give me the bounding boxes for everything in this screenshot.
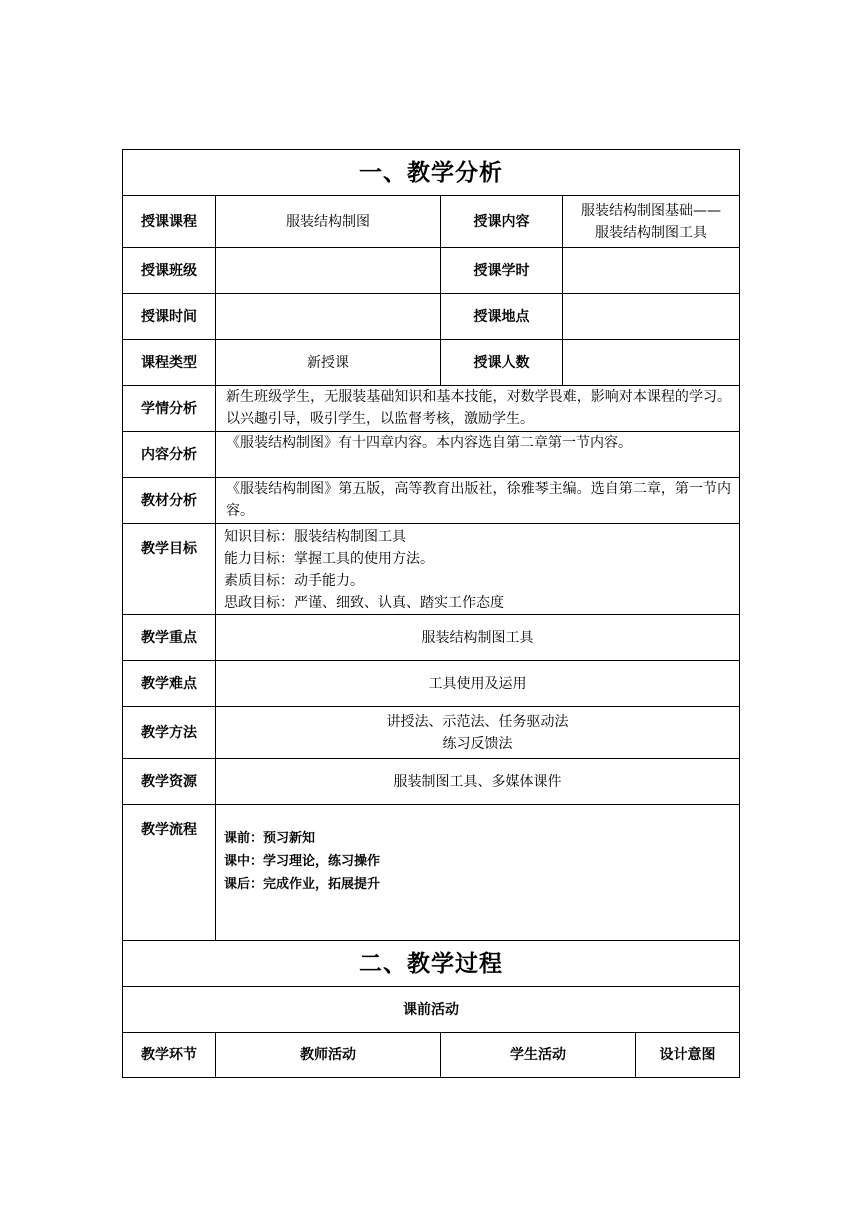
- pre-class-activity-heading: 课前活动: [123, 987, 740, 1033]
- process-step-after: 课后：完成作业，拓展提升: [224, 877, 381, 892]
- content-analysis-label: 内容分析: [123, 432, 216, 478]
- objectives-list: [216, 524, 740, 615]
- objective-ideology: 思政目标：严谨、细致、认真、踏实工作态度: [224, 595, 504, 611]
- header-student-activity: 学生活动: [441, 1033, 636, 1078]
- textbook-analysis-label: 教材分析: [123, 478, 216, 524]
- content-value: [563, 196, 740, 248]
- course-value: 服装结构制图: [216, 196, 441, 248]
- type-label: 课程类型: [123, 340, 216, 386]
- methods-label: 教学方法: [123, 707, 216, 759]
- student-analysis-text: 新生班级学生，无服装基础知识和基本技能，对数学畏难，影响对本课程的学习。以兴趣引导，吸引学生，以监督考核，激励学生。: [216, 386, 740, 432]
- resources-value: 服装制图工具、多媒体课件: [216, 759, 740, 805]
- key-points-label: 教学重点: [123, 615, 216, 661]
- difficulties-value: 工具使用及运用: [216, 661, 740, 707]
- count-label: 授课人数: [441, 340, 563, 386]
- hours-label: 授课学时: [441, 248, 563, 294]
- methods-value: [216, 707, 740, 759]
- content-label: 授课内容: [441, 196, 563, 248]
- class-value: [216, 248, 441, 294]
- class-label: 授课班级: [123, 248, 216, 294]
- section-title-process: 二、教学过程: [123, 941, 740, 987]
- objective-knowledge: 知识目标：服装结构制图工具: [224, 529, 406, 545]
- content-value-line1: 服装结构制图基础——: [581, 202, 721, 219]
- student-analysis-label: 学情分析: [123, 386, 216, 432]
- hours-value: [563, 248, 740, 294]
- count-value: [563, 340, 740, 386]
- place-label: 授课地点: [441, 294, 563, 340]
- textbook-analysis-text: 《服装结构制图》第五版，高等教育出版社，徐雅琴主编。选自第二章，第一节内容。: [216, 478, 740, 524]
- content-analysis-text: 《服装结构制图》有十四章内容。本内容选自第二章第一节内容。: [216, 432, 740, 478]
- type-value: 新授课: [216, 340, 441, 386]
- course-label: 授课课程: [123, 196, 216, 248]
- time-value: [216, 294, 441, 340]
- methods-line2: 练习反馈法: [442, 735, 513, 752]
- process-step-during: 课中：学习理论，练习操作: [224, 854, 381, 869]
- time-label: 授课时间: [123, 294, 216, 340]
- process-list: [216, 805, 740, 941]
- header-teaching-stage: 教学环节: [123, 1033, 216, 1078]
- objective-quality: 素质目标：动手能力。: [224, 573, 364, 589]
- header-teacher-activity: 教师活动: [216, 1033, 441, 1078]
- content-value-line2: 服装结构制图工具: [595, 224, 707, 241]
- header-design-intent: 设计意图: [636, 1033, 740, 1078]
- difficulties-label: 教学难点: [123, 661, 216, 707]
- place-value: [563, 294, 740, 340]
- process-step-before: 课前：预习新知: [224, 831, 316, 846]
- lesson-plan-table: [122, 149, 740, 1078]
- resources-label: 教学资源: [123, 759, 216, 805]
- objective-ability: 能力目标：掌握工具的使用方法。: [224, 551, 434, 567]
- objectives-label: 教学目标: [123, 524, 216, 615]
- section-title-analysis: 一、教学分析: [123, 150, 740, 196]
- key-points-value: 服装结构制图工具: [216, 615, 740, 661]
- process-label: 教学流程: [123, 805, 216, 941]
- methods-line1: 讲授法、示范法、任务驱动法: [386, 713, 569, 730]
